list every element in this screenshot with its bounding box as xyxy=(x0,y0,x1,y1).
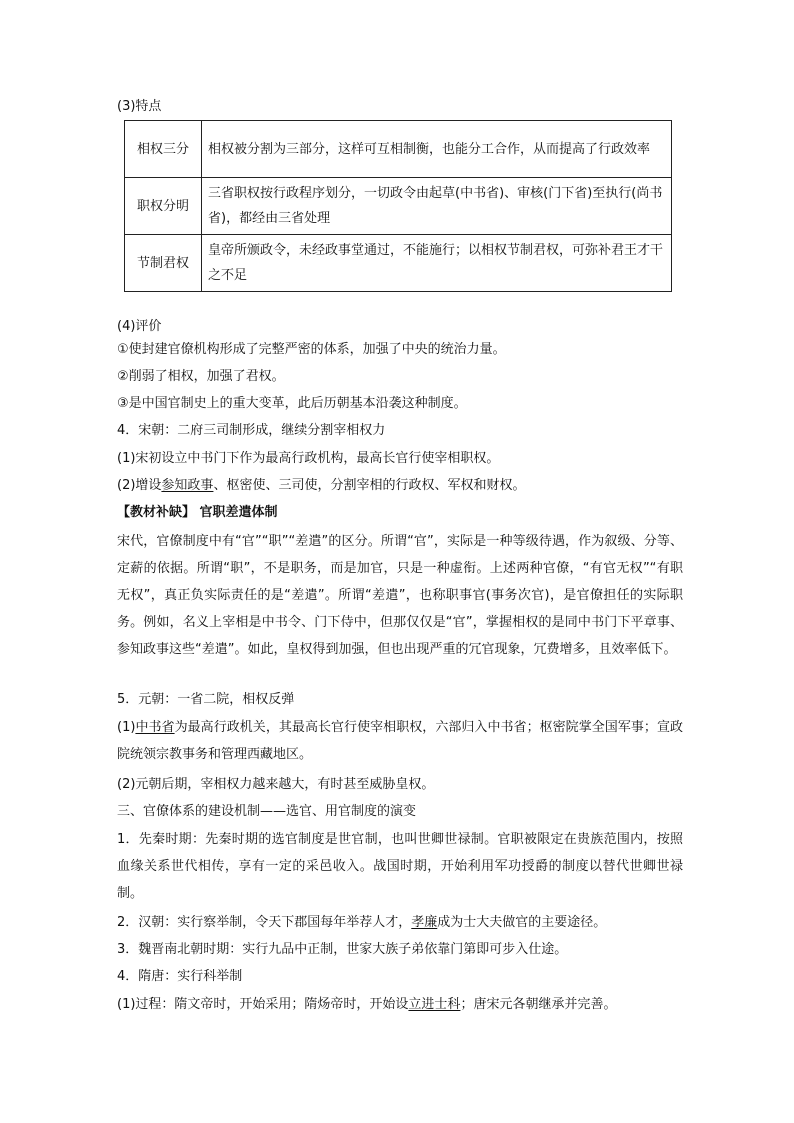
sui-heading: 4．隋唐：实行科举制 xyxy=(117,969,243,984)
song-item-2-prefix: (2)增设 xyxy=(117,478,162,493)
sui-item-prefix: (1)过程：隋文帝时，开始采用；隋炀帝时，开始设 xyxy=(117,997,409,1012)
evaluation-item: ③是中国官制史上的重大变革，此后历朝基本沿袭这种制度。 xyxy=(117,396,467,411)
supplement-heading xyxy=(117,504,687,522)
song-item-2 xyxy=(117,477,687,495)
table-row-value: 皇帝所颁政令，未经政事堂通过，不能施行；以相权节制君权，可弥补君王才干之不足 xyxy=(202,235,672,292)
yuan-item-1 xyxy=(117,714,683,768)
song-item-1: (1)宋初设立中书门下作为最高行政机构，最高长官行使宰相职权。 xyxy=(117,451,500,466)
evaluation-item: ②削弱了相权，加强了君权。 xyxy=(117,369,285,384)
table-row xyxy=(125,178,672,235)
sui-item-rest: ；唐宋元各朝继承并完善。 xyxy=(460,997,617,1012)
sui-item xyxy=(117,996,687,1014)
supplement-text: 宋代，官僚制度中有“官”“职”“差遣”的区分。所谓“官”，实际是一种等级待遇，作为叙级、分等、定薪的依据。所谓“职”，不是职务，而是加官，只是一种虚衔。上述两种官僚，“有官无权”“有职无权”，真正负实际责任的是“差遣”。所谓“差遣”，也称职事官(事务次官)，是官僚担任的实际职务。例如，名义上宰相是中书令、门下侍中，但那仅仅是“官”，掌握相权的是同中书门下平章事、参知政事这些“差遣”。如此，皇权得到加强，但也出现严重的冗官现象，冗费增多，且效率低下。 xyxy=(117,534,683,657)
yuan-item-1-term: 中书省 xyxy=(135,720,175,735)
section-4-heading: (4)评价 xyxy=(117,319,162,334)
sui-item-term: 立进士科 xyxy=(408,997,461,1012)
song-heading: 4．宋朝：二府三司制形成，继续分割宰相权力 xyxy=(117,423,386,438)
han-item-term: 孝廉 xyxy=(411,915,438,930)
song-item-2-term: 参知政事 xyxy=(161,478,214,493)
supplement-title: 官职差遣体制 xyxy=(199,505,278,520)
wei-item: 3．魏晋南北朝时期：实行九品中正制，世家大族子弟依靠门第即可步入仕途。 xyxy=(117,942,568,957)
table-row-key: 相权三分 xyxy=(125,121,202,178)
table-row-key: 节制君权 xyxy=(125,235,202,292)
features-table xyxy=(124,120,672,292)
song-item-2-rest: 、枢密使、三司使，分割宰相的行政权、军权和财权。 xyxy=(213,478,526,493)
table-row-value: 相权被分割为三部分，这样可互相制衡，也能分工合作，从而提高了行政效率 xyxy=(202,121,672,178)
yuan-heading: 5．元朝：一省二院，相权反弹 xyxy=(117,692,295,707)
table-row-key: 职权分明 xyxy=(125,178,202,235)
evaluation-item: ①使封建官僚机构形成了完整严密的体系，加强了中央的统治力量。 xyxy=(117,342,506,357)
part-3-heading: 三、官僚体系的建设机制——选官、用官制度的演变 xyxy=(117,804,417,819)
yuan-item-1-rest: 为最高行政机关，其最高长官行使宰相职权，六部归入中书省；枢密院掌全国军事；宣政院统领宗教事务和管理西藏地区。 xyxy=(117,720,683,762)
section-3-heading: (3)特点 xyxy=(117,99,162,114)
han-item xyxy=(117,914,687,932)
yuan-item-1-prefix: (1) xyxy=(117,720,136,735)
pre-qin-paragraph: 1．先秦时期：先秦时期的选官制度是世官制，也叫世卿世禄制。官职被限定在贵族范围内，按照血缘关系世代相传，享有一定的采邑收入。战国时期，开始利用军功授爵的制度以替代世卿世禄制。 xyxy=(117,832,683,901)
table-row-value: 三省职权按行政程序划分，一切政令由起草(中书省)、审核(门下省)至执行(尚书省)，都经由三省处理 xyxy=(202,178,672,235)
table-row xyxy=(125,235,672,292)
table-row xyxy=(125,121,672,178)
han-item-prefix: 2．汉朝：实行察举制，令天下郡国每年举荐人才， xyxy=(117,915,412,930)
han-item-rest: 成为士大夫做官的主要途径。 xyxy=(437,915,607,930)
supplement-label: 【教材补缺】 xyxy=(117,505,196,520)
yuan-item-2: (2)元朝后期，宰相权力越来越大，有时甚至威胁皇权。 xyxy=(117,777,435,792)
